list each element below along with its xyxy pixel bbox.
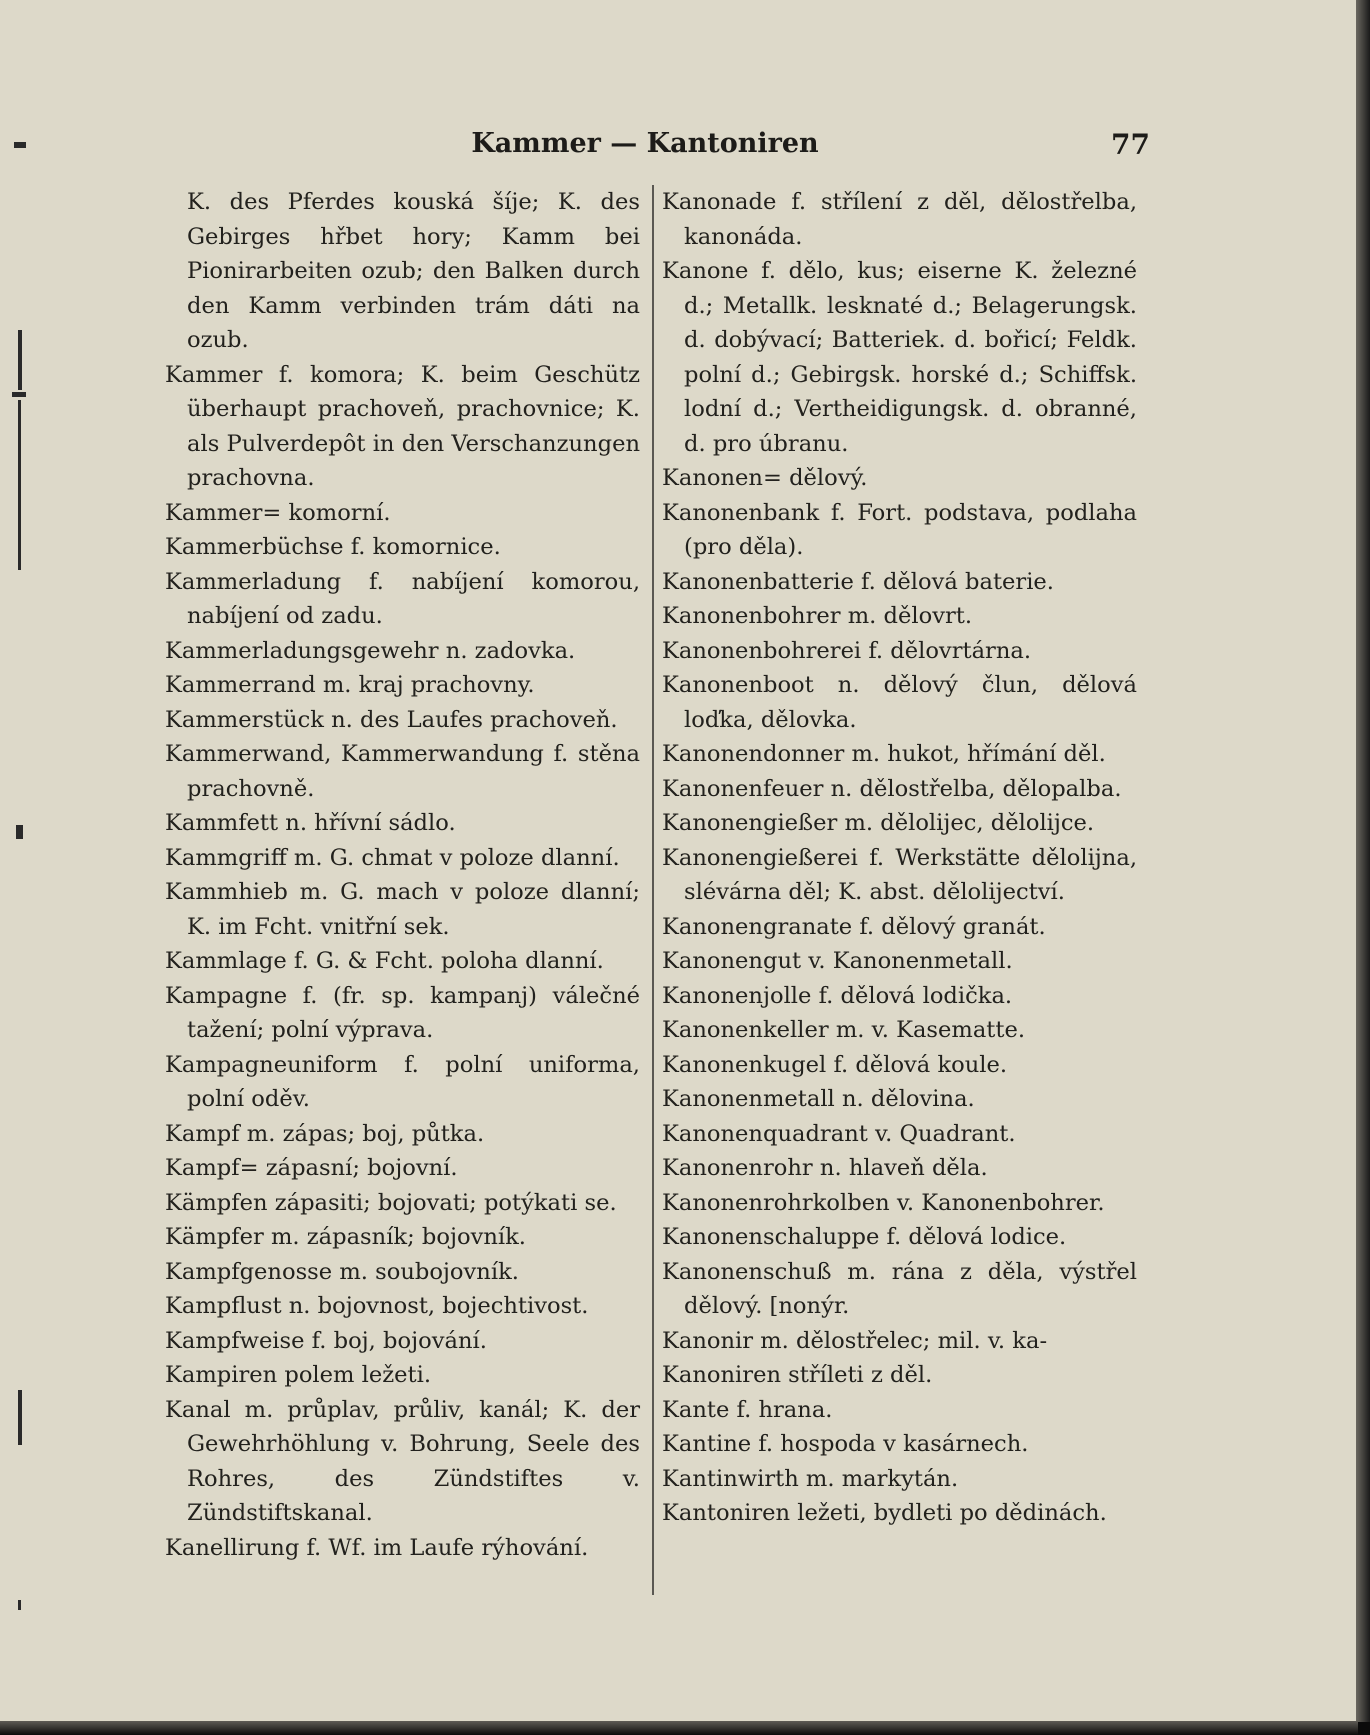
dictionary-entry: Kanone f. dělo, kus; eiserne K. železné d.; Metallk. lesknaté d.; Belagerungsk. d. dobývací; Batteriek. d. bořicí; Feldk. polní d.; Gebirgsk. horské d.; Schiffsk. lodní d.; Vertheidigungsk. d. obranné, d. pro úbranu. (662, 258, 1137, 457)
dictionary-entry: Kantine f. hospoda v kasárnech. (662, 1431, 1029, 1457)
dictionary-entry: Kammfett n. hřívní sádlo. (165, 810, 456, 836)
page-number: 77 (1111, 128, 1150, 161)
dictionary-entry: Kanonen= dělový. (662, 465, 868, 491)
dictionary-entry: Kammer f. komora; K. beim Geschütz überhaupt prachoveň, prachovnice; K. als Pulverdepôt in den Verschanzungen prachovna. (165, 361, 640, 491)
dictionary-entry: Kampf m. zápas; boj, půtka. (165, 1120, 485, 1147)
dictionary-entry: Kanonenbohrer m. dělovrt. (662, 603, 973, 629)
dictionary-entry: Kantinwirth m. markytán. (662, 1465, 959, 1492)
dictionary-entry: Kanonenrohr n. hlaveň děla. (662, 1155, 988, 1181)
dictionary-entry: Kammerladung f. nabíjení komorou, nabíjení od zadu. (165, 568, 640, 629)
dictionary-entry: Kanonenkeller m. v. Kasematte. (662, 1017, 1025, 1043)
dictionary-entry: Kante f. hrana. (662, 1396, 833, 1423)
dictionary-entry: Kanonenrohrkolben v. Kanonenbohrer. (662, 1189, 1105, 1216)
dictionary-entry: Kammgriff m. G. chmat v poloze dlanní. (165, 844, 620, 871)
dictionary-entry: Kanonenkugel f. dělová koule. (662, 1051, 1008, 1078)
dictionary-entry: Kampagneuniform f. polní uniforma, polní oděv. (165, 1051, 640, 1112)
dictionary-entry: Kanonengranate f. dělový granát. (662, 913, 1046, 940)
dictionary-entry: Kanonengut v. Kanonenmetall. (662, 948, 1013, 974)
column-divider (652, 185, 654, 1595)
dictionary-entry: Kanonenmetall n. dělovina. (662, 1086, 975, 1112)
dictionary-entry: Kanonade f. střílení z děl, dělostřelba, kanonáda. (662, 189, 1137, 250)
dictionary-entry: Kampiren polem ležeti. (165, 1362, 431, 1388)
dictionary-entry: Kanonenbatterie f. dělová baterie. (662, 568, 1054, 595)
dictionary-entry: Kanonenschuß m. rána z děla, výstřel dělový. [nonýr. (662, 1258, 1137, 1319)
dictionary-entry: Kanonenbank f. Fort. podstava, podlaha (pro děla). (662, 499, 1137, 560)
dictionary-entry: Kammerstück n. des Laufes prachoveň. (165, 706, 618, 733)
dictionary-entry: Kanonenfeuer n. dělostřelba, dělopalba. (662, 775, 1122, 802)
text-columns (165, 185, 1135, 1585)
dictionary-entry: Kämpfer m. zápasník; bojovník. (165, 1224, 526, 1250)
dictionary-entry: Kammlage f. G. & Fcht. poloha dlanní. (165, 948, 604, 974)
dictionary-entry: Kanonenschaluppe f. dělová lodice. (662, 1224, 1067, 1250)
right-column (662, 185, 1137, 1531)
dictionary-entry: Kampflust n. bojovnost, bojechtivost. (165, 1293, 589, 1319)
dictionary-entry: Kanonendonner m. hukot, hřímání děl. (662, 741, 1106, 767)
page-edge-right (1356, 0, 1370, 1722)
dictionary-entry: Kammerwand, Kammerwandung f. stěna prachovně. (165, 741, 640, 802)
dictionary-entry: Kampagne f. (fr. sp. kampanj) válečné tažení; polní výprava. (165, 982, 640, 1043)
dictionary-entry: Kanellirung f. Wf. im Laufe rýhování. (165, 1534, 589, 1561)
dictionary-entry: Kammerrand m. kraj prachovny. (165, 672, 535, 698)
dictionary-entry: Kanal m. průplav, průliv, kanál; K. der Gewehrhöhlung v. Bohrung, Seele des Rohres, des Zündstiftes v. Zündstiftskanal. (165, 1396, 640, 1526)
dictionary-entry: Kampfgenosse m. soubojovník. (165, 1258, 519, 1285)
dictionary-entry: Kanonir m. dělostřelec; mil. v. ka- (662, 1327, 1048, 1354)
dictionary-entry: Kanonenjolle f. dělová lodička. (662, 982, 1013, 1009)
dictionary-entry: Kammer= komorní. (165, 499, 391, 526)
dictionary-entry: Kampf= zápasní; bojovní. (165, 1155, 458, 1181)
dictionary-entry: Kanonengießerei f. Werkstätte dělolijna, slévárna děl; K. abst. dělolijectví. (662, 844, 1137, 905)
margin-binding-marks (8, 120, 30, 1620)
page-edge-bottom (0, 1721, 1358, 1735)
dictionary-entry: Kanonenquadrant v. Quadrant. (662, 1120, 1016, 1147)
dictionary-entry: Kanonenboot n. dělový člun, dělová loďka, dělovka. (662, 672, 1137, 733)
left-column (165, 185, 640, 1565)
dictionary-entry: Kantoniren ležeti, bydleti po dědinách. (662, 1500, 1107, 1526)
dictionary-entry: Kammerbüchse f. komornice. (165, 534, 501, 560)
dictionary-entry: Kanonengießer m. dělolijec, dělolijce. (662, 810, 1095, 836)
dictionary-entry: Kämpfen zápasiti; bojovati; potýkati se. (165, 1189, 617, 1216)
dictionary-entry: Kanonenbohrerei f. dělovrtárna. (662, 637, 1032, 664)
page-title: Kammer — Kantoniren (471, 128, 819, 159)
dictionary-entry: Kampfweise f. boj, bojování. (165, 1327, 487, 1354)
dictionary-entry: Kammerladungsgewehr n. zadovka. (165, 637, 576, 664)
dictionary-entry: Kanoniren stříleti z děl. (662, 1362, 933, 1388)
dictionary-entry: K. des Pferdes kouská šíje; K. des Gebirges hřbet hory; Kamm bei Pionirarbeiten ozub; den Balken durch den Kamm verbinden trám dáti na ozub. (187, 189, 640, 353)
running-head (170, 124, 1150, 164)
dictionary-entry: Kammhieb m. G. mach v poloze dlanní; K. im Fcht. vnitřní sek. (165, 879, 640, 940)
